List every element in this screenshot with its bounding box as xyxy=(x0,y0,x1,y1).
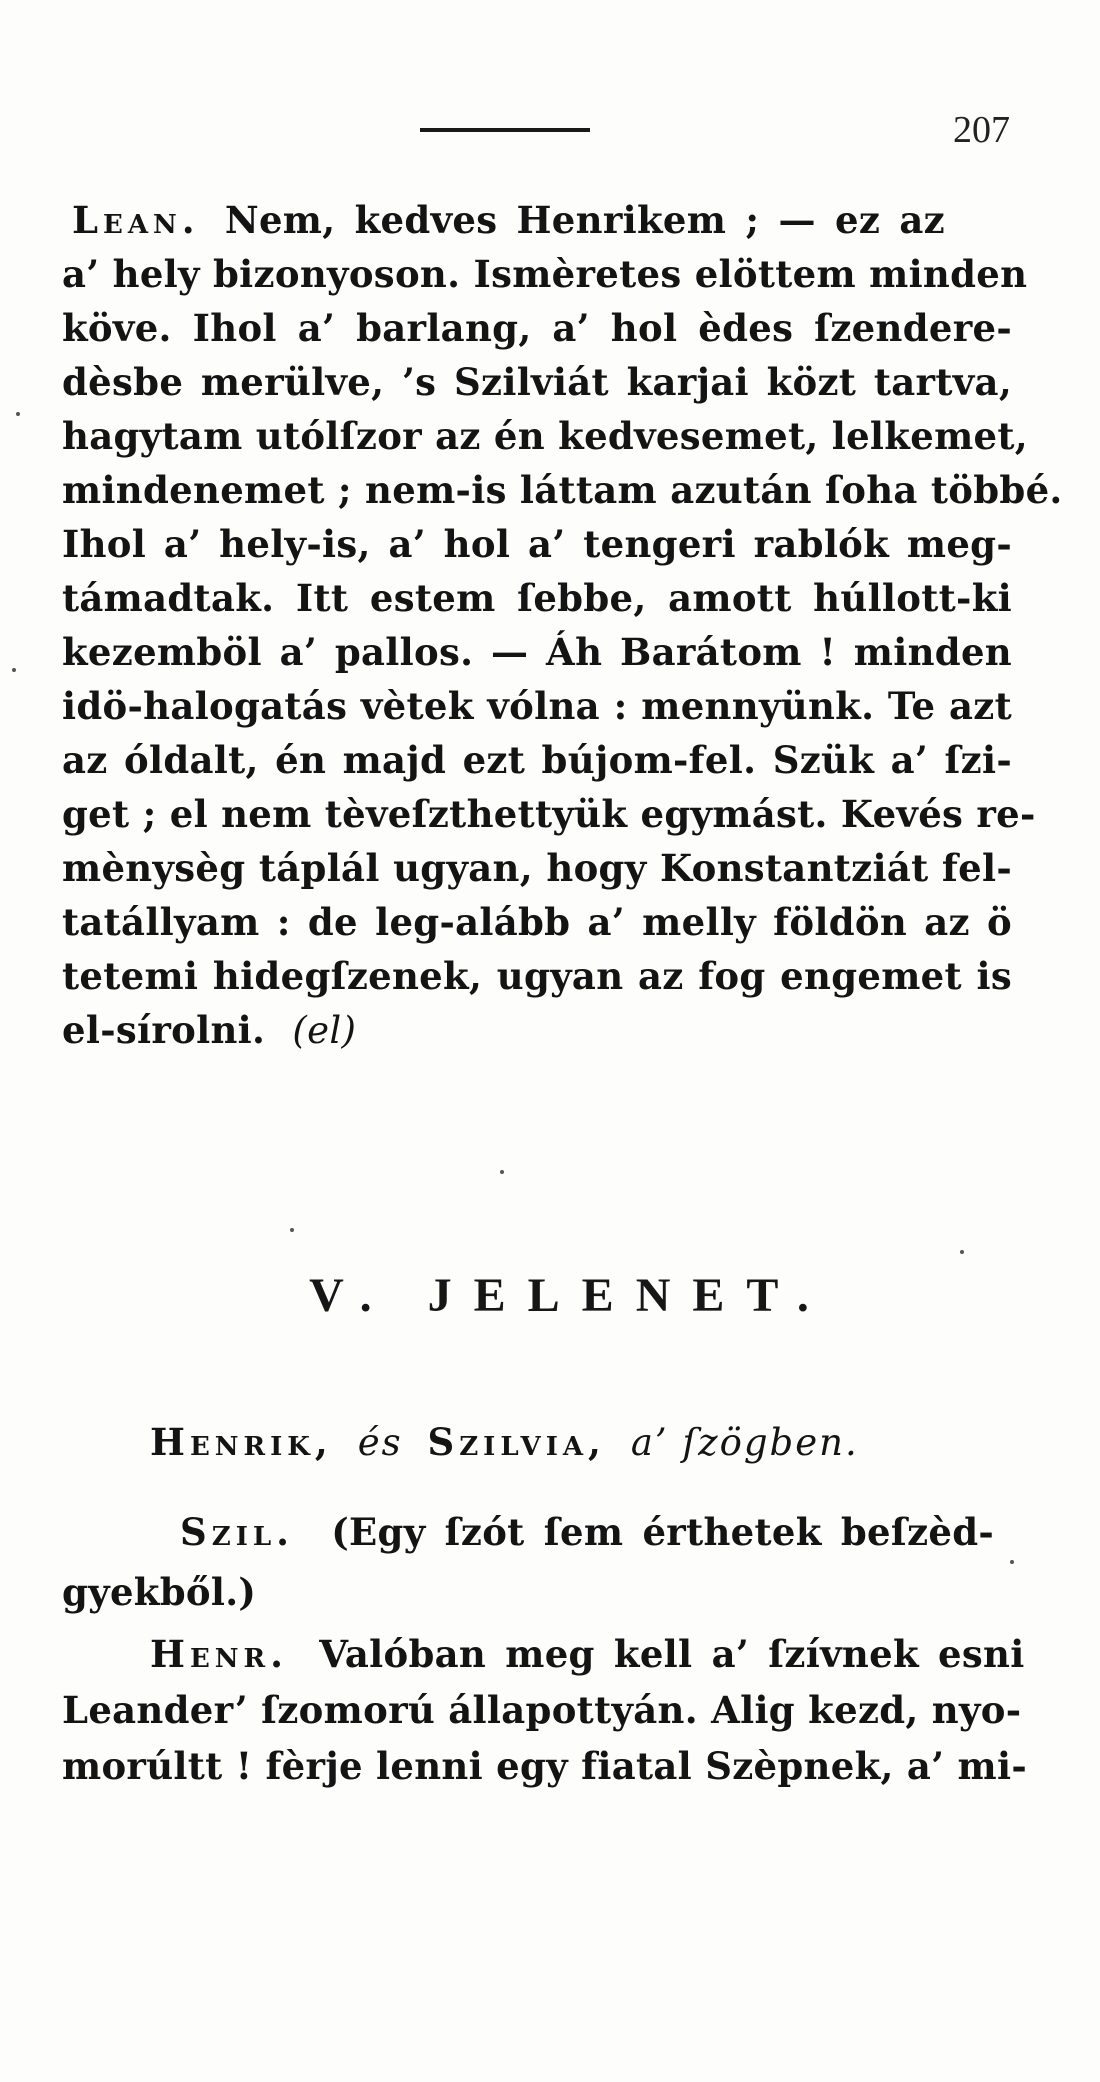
text-line: hagytam utólſzor az én kedvesemet, lelkemet, xyxy=(62,414,1028,458)
speaker-name: Szil. xyxy=(180,1510,295,1554)
scene-heading: V. JELENET. xyxy=(309,1269,831,1322)
paper-speck xyxy=(16,412,20,416)
speech-text: Valóban meg kell a’ ſzívnek esni xyxy=(319,1632,1025,1676)
paper-speck xyxy=(500,1170,504,1174)
paper-speck xyxy=(290,1228,294,1232)
paper-speck xyxy=(960,1250,964,1254)
paper-speck xyxy=(1010,1560,1014,1564)
cast-conjunction: és xyxy=(357,1421,403,1464)
text-line: tatállyam : de leg-alább a’ melly földön az ö xyxy=(62,900,1012,944)
text-line: mènysèg táplál ugyan, hogy Konstantziát fel- xyxy=(62,846,1012,890)
text-line: gyekből.) xyxy=(62,1570,257,1614)
text-line: Leander’ ſzomorú állapottyán. Alig kezd, nyo- xyxy=(62,1688,1022,1732)
text-line: kezemböl a’ pallos. — Áh Barátom ! minden xyxy=(62,630,1012,674)
cast-location: a’ ſzögben. xyxy=(630,1421,859,1464)
text-line: a’ hely bizonyoson. Ismèretes elöttem minden xyxy=(62,252,1028,296)
text-line: tetemi hidegſzenek, ugyan az fog engemet is xyxy=(62,954,1012,998)
cast-name: Henrik, xyxy=(150,1420,333,1464)
text-line: idö-halogatás vètek vólna : mennyünk. Te azt xyxy=(62,684,1012,728)
stage-direction: (el) xyxy=(292,1009,357,1052)
speaker-name: Henr. xyxy=(150,1632,289,1676)
text-line: az óldalt, én majd ezt bújom-fel. Szük a’ ſzi- xyxy=(62,738,1012,782)
text-line: köve. Ihol a’ barlang, a’ hol èdes ſzendere- xyxy=(62,306,1012,350)
text-line: támadtak. Itt estem ſebbe, amott húllott-ki xyxy=(62,576,1012,620)
speech-text: el-sírolni. xyxy=(62,1008,266,1052)
page-number: 207 xyxy=(953,109,1010,151)
text-line: morúltt ! fèrje lenni egy fiatal Szèpnek, a’ mi- xyxy=(62,1744,1027,1788)
header-rule xyxy=(420,128,590,132)
speaker-name: Lean. xyxy=(72,198,200,242)
cast-line xyxy=(150,1420,950,1464)
cast-name: Szilvia, xyxy=(427,1420,606,1464)
text-line: mindenemet ; nem-is láttam azután ſoha többé. xyxy=(62,468,1063,512)
text-line xyxy=(62,1508,1012,1556)
text-line: get ; el nem tèveſzthettyük egymást. Kevés re- xyxy=(62,792,1036,836)
text-line xyxy=(62,1630,1025,1678)
text-line: dèsbe merülve, ’s Szilviát karjai közt tartva, xyxy=(62,360,1012,404)
text-line: Ihol a’ hely-is, a’ hol a’ tengeri rablók meg- xyxy=(62,522,1012,566)
paper-speck xyxy=(12,668,16,672)
speech-text: Nem, kedves Henrikem ; — ez az xyxy=(224,198,945,242)
speech-text: (Egy ſzót ſem érthetek beſzèd- xyxy=(331,1510,995,1554)
text-line xyxy=(62,196,1012,244)
text-line xyxy=(62,1006,1012,1054)
